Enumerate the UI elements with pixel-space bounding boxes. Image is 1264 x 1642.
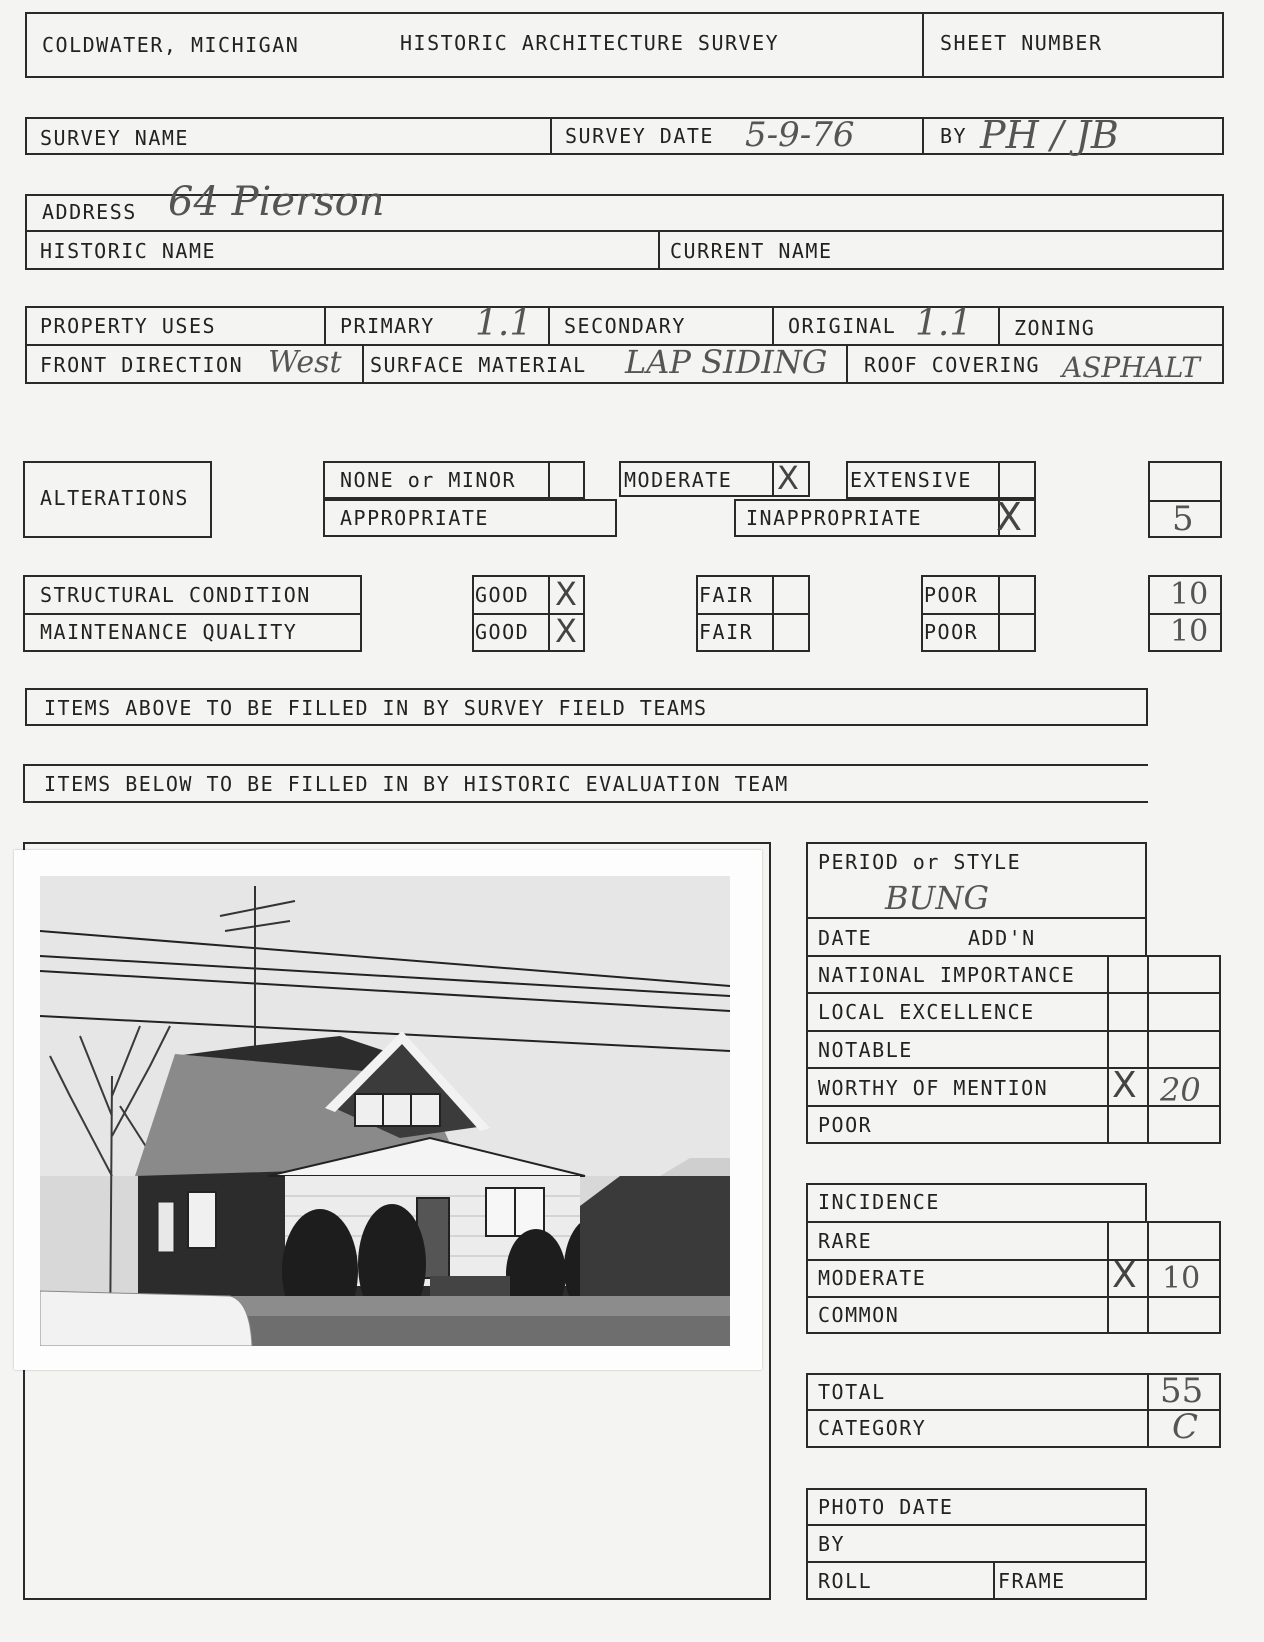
survey-name-label: SURVEY NAME [40,126,189,150]
survey-date-value: 5-9-76 [745,115,855,155]
good-check-div [548,575,550,652]
structural-good-mark: X [555,575,577,613]
prop-div-5 [362,344,364,384]
roll-label: ROLL [818,1569,873,1593]
worthy-label: WORTHY OF MENTION [818,1076,1049,1100]
incidence-div-1 [1107,1221,1109,1334]
category-label: CATEGORY [818,1416,927,1440]
poor-label-maintenance: POOR [924,620,979,644]
poor-check-div [998,575,1000,652]
survey-by-label: BY [940,124,968,148]
front-direction-value: West [268,345,342,380]
secondary-label: SECONDARY [564,314,686,338]
importance-div-2 [1147,955,1149,1144]
period-line [806,917,1147,919]
good-label-maintenance: GOOD [475,620,530,644]
national-label: NATIONAL IMPORTANCE [818,963,1076,987]
fair-label-structural: FAIR [699,583,754,607]
prop-div-1 [324,306,326,344]
original-label: ORIGINAL [788,314,897,338]
importance-div-1 [1107,955,1109,1144]
appropriate-label: APPROPRIATE [340,506,489,530]
inc-moderate-label: MODERATE [818,1266,927,1290]
survey-by-value: PH / JB [980,113,1119,157]
period-value: BUNG [885,879,990,917]
inc-moderate-mark: X [1112,1255,1137,1296]
roof-covering-value: ASPHALT [1062,351,1200,384]
eval-poor-label: POOR [818,1113,873,1137]
photo-info-line-1 [806,1524,1147,1526]
property-uses-label: PROPERTY USES [40,314,217,338]
local-label: LOCAL EXCELLENCE [818,1000,1035,1024]
importance-line-2 [806,1030,1221,1032]
primary-label: PRIMARY [340,314,435,338]
poor-line [921,613,1036,615]
poor-label-structural: POOR [924,583,979,607]
prop-div-3 [772,306,774,344]
importance-line-3 [806,1067,1221,1069]
roof-covering-label: ROOF COVERING [864,353,1041,377]
total-value: 55 [1160,1371,1204,1411]
maintenance-good-mark: X [555,612,577,650]
address-value: 64 Pierson [168,179,385,225]
good-label-structural: GOOD [475,583,530,607]
none-minor-label: NONE or MINOR [340,468,517,492]
category-value: C [1172,1407,1199,1447]
sheet-number-label: SHEET NUMBER [940,31,1103,55]
prop-div-4 [998,306,1000,344]
address-divider [658,230,660,270]
survey-date-label: SURVEY DATE [565,124,714,148]
prop-div-2 [548,306,550,344]
worthy-score: 20 [1160,1071,1201,1109]
rare-label: RARE [818,1229,873,1253]
note-above: ITEMS ABOVE TO BE FILLED IN BY SURVEY FIELD TEAMS [44,696,708,720]
survey-divider-1 [550,117,552,155]
extensive-check-div [998,461,1000,499]
photo-info-line-2 [806,1561,1147,1563]
period-label: PERIOD or STYLE [818,850,1022,874]
totals-line [806,1409,1221,1411]
fair-line [696,613,810,615]
incidence-line-2 [806,1296,1221,1298]
structural-label: STRUCTURAL CONDITION [40,583,311,607]
frame-label: FRAME [998,1569,1066,1593]
condition-label-line [23,613,362,615]
none-minor-check-div [548,461,550,499]
importance-line-1 [806,992,1221,994]
incidence-line-1 [806,1259,1221,1261]
photo-area-top [25,842,770,844]
fair-label-maintenance: FAIR [699,620,754,644]
inappropriate-mark: X [996,495,1023,539]
incidence-label: INCIDENCE [818,1190,940,1214]
notable-label: NOTABLE [818,1038,913,1062]
prop-div-6 [846,344,848,384]
note-below: ITEMS BELOW TO BE FILLED IN BY HISTORIC EVALUATION TEAM [44,772,789,796]
alterations-score: 5 [1172,499,1194,539]
moderate-check-div [772,461,774,497]
address-rowline [25,230,1224,232]
worthy-mark: X [1112,1065,1137,1106]
inappropriate-label: INAPPROPRIATE [746,506,923,530]
inc-moderate-score: 10 [1162,1261,1201,1296]
photo-by-label: BY [818,1532,846,1556]
maintenance-label: MAINTENANCE QUALITY [40,620,298,644]
photo-info-div [993,1561,995,1600]
photo-area-bottom [23,1598,771,1600]
primary-value: 1.1 [475,303,533,344]
eval-addn-label: ADD'N [968,926,1036,950]
address-label: ADDRESS [42,200,137,224]
survey-divider-2 [922,117,924,155]
front-direction-label: FRONT DIRECTION [40,353,244,377]
current-name-label: CURRENT NAME [670,239,833,263]
total-label: TOTAL [818,1380,886,1404]
importance-line-4 [806,1105,1221,1107]
header-divider [922,12,924,78]
historic-name-label: HISTORIC NAME [40,239,217,263]
maintenance-score: 10 [1170,614,1209,649]
extensive-label: EXTENSIVE [850,468,972,492]
fair-check-div [772,575,774,652]
moderate-label: MODERATE [624,468,733,492]
common-label: COMMON [818,1303,900,1327]
moderate-mark: X [777,459,799,497]
eval-date-label: DATE [818,926,873,950]
alterations-label: ALTERATIONS [40,486,189,510]
surface-material-label: SURFACE MATERIAL [370,353,587,377]
original-value: 1.1 [915,303,973,344]
photo-date-label: PHOTO DATE [818,1495,954,1519]
surface-material-value: LAP SIDING [625,343,828,381]
survey-title: HISTORIC ARCHITECTURE SURVEY [400,31,780,55]
zoning-label: ZONING [1014,316,1096,340]
house-photograph [14,850,762,1370]
incidence-div-2 [1147,1221,1149,1334]
city-label: COLDWATER, MICHIGAN [42,33,300,57]
structural-score: 10 [1170,577,1209,612]
photo-area-right [769,842,771,1600]
